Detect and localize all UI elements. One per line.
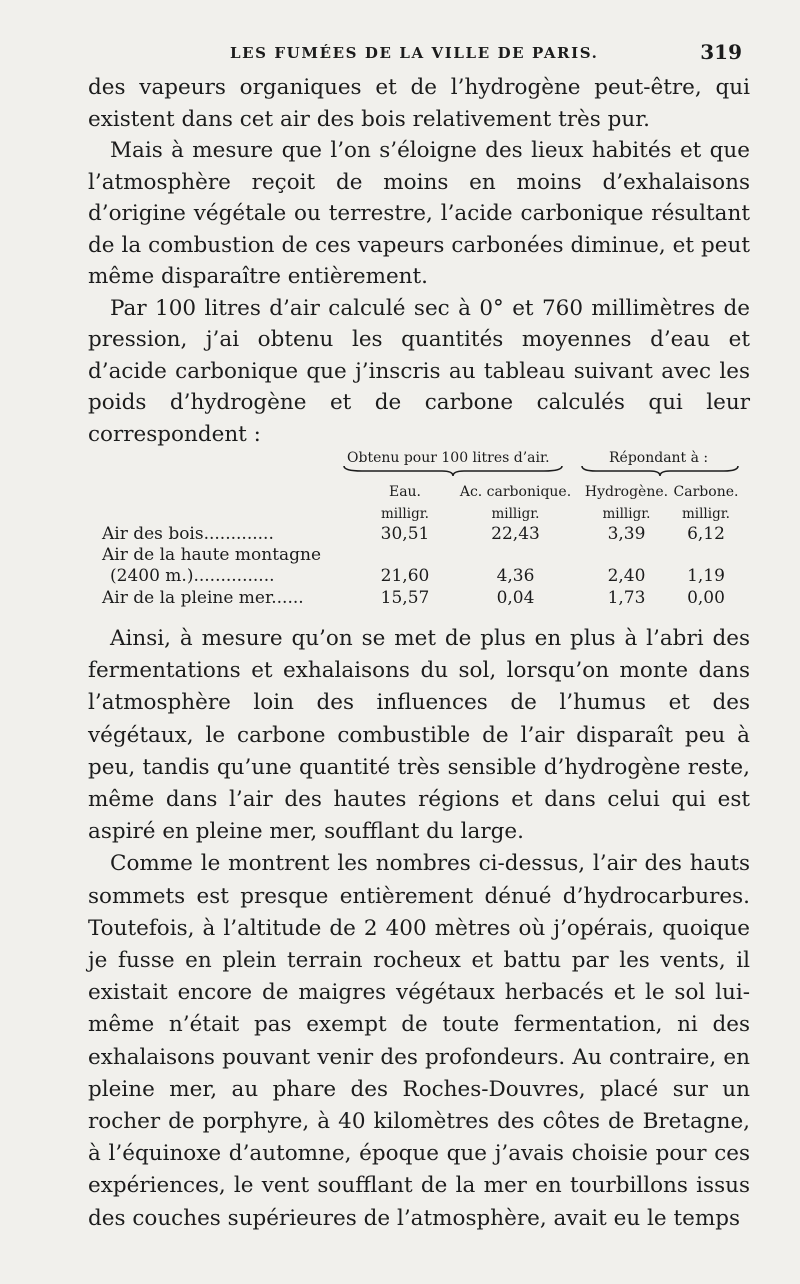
unit-label: milligr. — [602, 506, 651, 522]
paragraph: des vapeurs organiques et de l’hydrogène peut-être, qui existent dans cet air des bois relativement très pur. — [88, 75, 750, 132]
col-header-carbone: Carbone. — [673, 484, 739, 500]
row-label: Air de la pleine mer...... — [102, 588, 304, 608]
unit-label: milligr. — [682, 506, 730, 522]
table-cell: 30,51 — [380, 524, 430, 544]
table-group-header-obtained: Obtenu pour 100 litres d’air. — [347, 450, 550, 466]
col-header-eau: Eau. — [388, 484, 422, 500]
body-text-bottom — [88, 623, 750, 1235]
table-cell: 22,43 — [491, 524, 540, 544]
paragraph: Par 100 litres d’air calculé sec à 0° et 760 millimètres de pression, j’ai obtenu les quantités moyennes d’eau et d’acide carbonique que j’inscris au tableau suivant avec les poids d’hydrogène et de carbone calculés qui leur correspondent : — [88, 295, 750, 447]
brace-right — [580, 464, 740, 478]
table-cell: 0,00 — [687, 588, 725, 608]
paragraph: Comme le montrent les nombres ci-dessus, l’air des hauts sommets est presque entièrement dénué d’hydrocarbures. Toutefois, à l’altitude de 2 400 mètres où j’opérais, quoique je fusse en plein terrain rocheux et battu par les vents, il existait encore de maigres végétaux herbacés et le sol lui-même n’était pas exempt de toute fermentation, ni des exhalaisons pouvant venir des profondeurs. Au contraire, en pleine mer, au phare des Roches-Douvres, placé sur un rocher de porphyre, à 40 kilomètres des côtes de Bretagne, à l’équinoxe d’automne, époque que j’avais choisie pour ces expériences, le vent soufflant de la mer en tourbillons issus des couches supérieures de l’atmosphère, avait eu le temps — [88, 851, 750, 1231]
row-label: Air de la haute montagne — [102, 545, 322, 565]
table-cell: 1,73 — [607, 588, 646, 608]
table-cell: 15,57 — [380, 588, 430, 608]
table-cell: 2,40 — [607, 566, 646, 586]
unit-label: milligr. — [491, 506, 540, 522]
paragraph: Mais à mesure que l’on s’éloigne des lieux habités et que l’atmosphère reçoit de moins en moins d’exhalaisons d’origine végétale ou terrestre, l’acide carbonique résultant de la combustion de ces vapeurs carbonées diminue, et peut même disparaître entièrement. — [88, 138, 750, 289]
table-group-header-corresponding: Répondant à : — [609, 450, 709, 466]
table-cell: 1,19 — [687, 566, 725, 586]
page-number: 319 — [700, 40, 742, 64]
data-table — [102, 450, 742, 620]
table-cell: 0,04 — [496, 588, 535, 608]
running-title: LES FUMÉES DE LA VILLE DE PARIS. — [230, 44, 599, 62]
paragraph: Ainsi, à mesure qu’on se met de plus en plus à l’abri des fermentations et exhalaisons du sol, lorsqu’on monte dans l’atmosphère loin des influences de l’humus et des végétaux, le carbone combustible de l’air disparaît peu à peu, tandis qu’une quantité très sensible d’hydrogène reste, même dans l’air des hautes régions et dans celui qui est aspiré en pleine mer, soufflant du large. — [88, 626, 750, 845]
brace-left — [342, 464, 564, 478]
body-text-top — [88, 72, 750, 450]
row-label: Air des bois............. — [102, 524, 274, 544]
table-cell: 6,12 — [687, 524, 725, 544]
page-header — [88, 40, 748, 64]
unit-label: milligr. — [381, 506, 429, 522]
col-header-ac-carbonique: Ac. carbonique. — [459, 484, 572, 500]
row-label-continuation: (2400 m.)............... — [110, 566, 275, 586]
table-cell: 3,39 — [607, 524, 646, 544]
table-cell: 4,36 — [496, 566, 535, 586]
table-cell: 21,60 — [380, 566, 430, 586]
col-header-hydrogene: Hydrogène. — [584, 484, 669, 500]
